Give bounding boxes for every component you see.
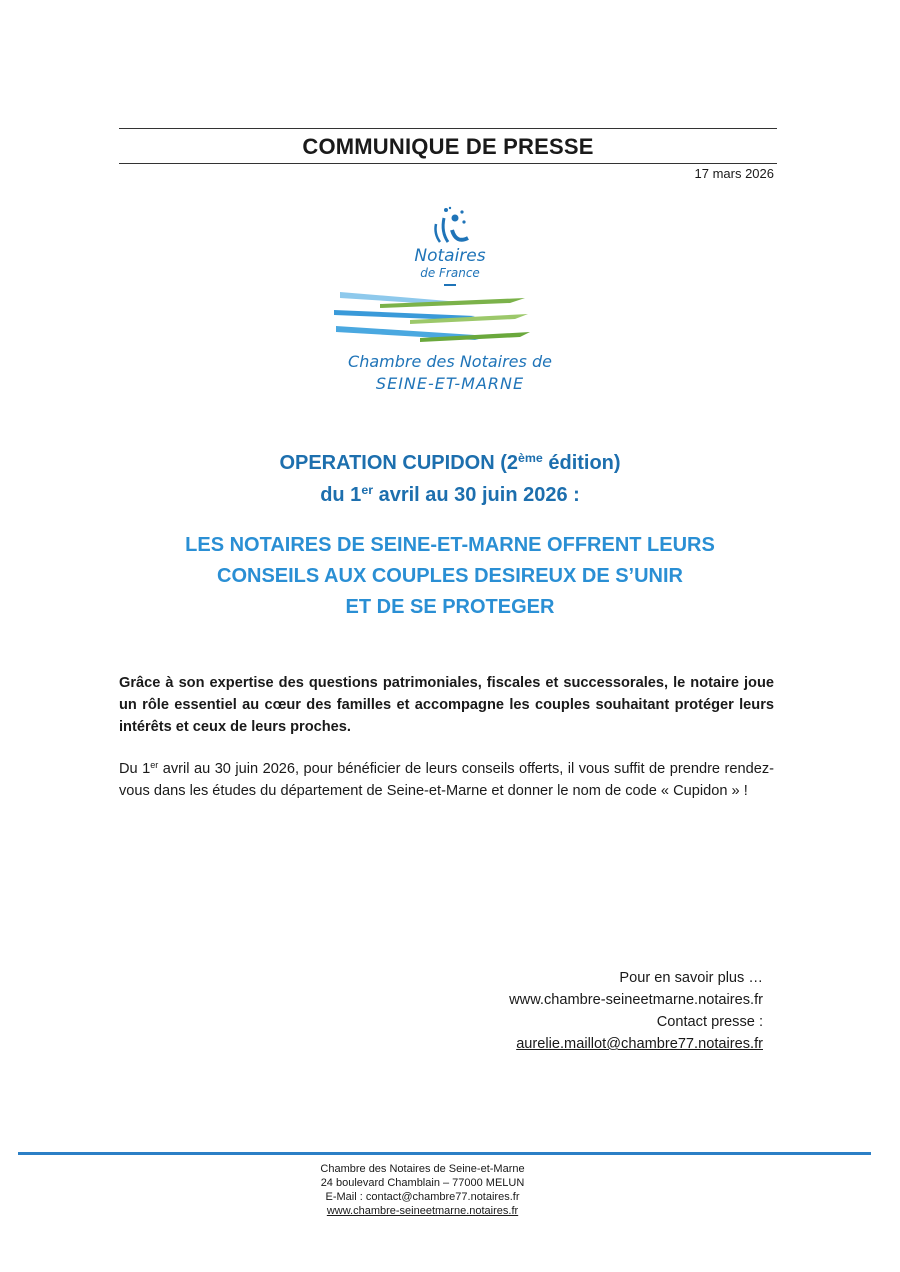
headline-line-3: ET DE SE PROTEGER [345, 596, 555, 618]
logo-chamber-line2: SEINE-ET-MARNE [375, 374, 525, 393]
logo-chamber-line1: Chambre des Notaires de [348, 352, 552, 371]
header-bottom-rule [119, 163, 777, 164]
logo-brand-sub: de France [420, 266, 480, 280]
details-paragraph: Du 1er avril au 30 juin 2026, pour bénéficier de leurs conseils offerts, il vous suffit de prendre rendez-vous dans les études du département de Seine-et-Marne et donner le nom de code « Cupidon » ! [119, 760, 774, 799]
press-email-link[interactable]: aurelie.maillot@chambre77.notaires.fr [516, 1036, 763, 1052]
footer-website-link[interactable]: www.chambre-seineetmarne.notaires.fr [326, 1205, 519, 1217]
intro-paragraph: Grâce à son expertise des questions patrimoniales, fiscales et successorales, le notaire joue un rôle essentiel au cœur des familles et accompagne les couples souhaitant protéger leurs intérêts et ceux de leurs proches. [119, 675, 774, 735]
logo-dash [444, 284, 456, 286]
website-link[interactable]: www.chambre-seineetmarne.notaires.fr [509, 992, 763, 1008]
release-date: 17 mars 2026 [694, 166, 774, 181]
footer-email: E-Mail : contact@chambre77.notaires.fr [325, 1191, 520, 1203]
logo-stripes-icon [300, 290, 600, 346]
footer-address: 24 boulevard Chamblain – 77000 MELUN [320, 1177, 525, 1189]
press-contact-label: Contact presse : [656, 1014, 763, 1030]
more-info-label: Pour en savoir plus … [619, 970, 763, 986]
chamber-logo [300, 200, 600, 400]
page-title: COMMUNIQUE DE PRESSE [302, 134, 594, 159]
headline-line-2: CONSEILS AUX COUPLES DESIREUX DE S’UNIR [217, 565, 683, 587]
headline-line-1: LES NOTAIRES DE SEINE-ET-MARNE OFFRENT LEURS [185, 534, 715, 556]
logo-brand: Notaires [414, 246, 486, 266]
operation-dates: du 1er avril au 30 juin 2026 : [320, 483, 580, 506]
footer-name: Chambre des Notaires de Seine-et-Marne [320, 1163, 525, 1175]
notaires-emblem-icon [300, 202, 600, 248]
header-top-rule [119, 128, 777, 129]
operation-title: OPERATION CUPIDON (2ème édition) [279, 451, 621, 474]
footer-divider [18, 1152, 871, 1155]
